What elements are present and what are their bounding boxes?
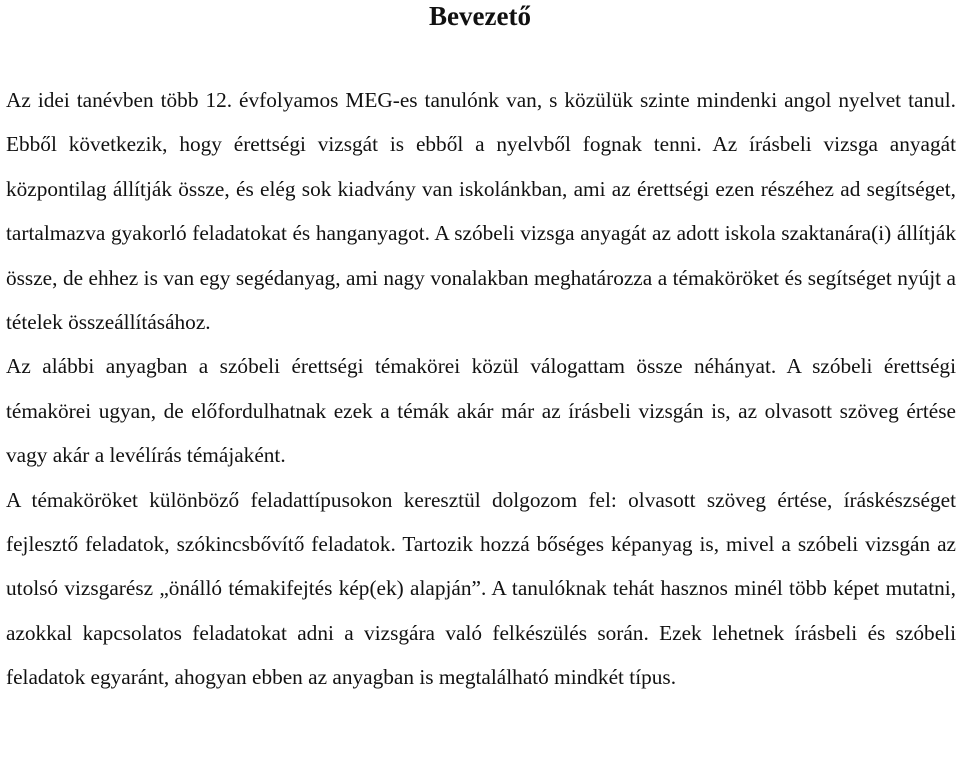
paragraph-3: A témaköröket különböző feladattípusokon keresztül dolgozom fel: olvasott szöveg értése, íráskészséget fejlesztő feladatok, szókincsbővítő feladatok. Tartozik hozzá bőséges képanyag is, mivel a szóbeli vizsgán az utolsó vizsgarész „önálló témakifejtés kép(ek) alapján”. A tanulóknak tehát hasznos minél több képet mutatni, azokkal kapcsolatos feladatokat adni a vizsgára való felkészülés során. Ezek lehetnek írásbeli és szóbeli feladatok egyaránt, ahogyan ebben az anyagban is megtalálható mindkét típus. — [6, 487, 956, 690]
paragraph-2: Az alábbi anyagban a szóbeli érettségi témakörei közül válogattam össze néhányat. A szóbeli érettségi témakörei ugyan, de előfordulhatnak ezek a témák akár már az írásbeli vizsgán is, az olvasott szöveg értése vagy akár a levélírás témájaként. — [6, 354, 956, 468]
document-body — [6, 78, 956, 700]
paragraph-1: Az idei tanévben több 12. évfolyamos MEG-es tanulónk van, s közülük szinte mindenki angol nyelvet tanul. Ebből következik, hogy érettségi vizsgát is ebből a nyelvből fognak tenni. Az írásbeli vizsga anyagát központilag állítják össze, és elég sok kiadvány van iskolánkban, ami az érettségi ezen részéhez ad segítséget, tartalmazva gyakorló feladatokat és hanganyagot. A szóbeli vizsga anyagát az adott iskola szaktanára(i) állítják össze, de ehhez is van egy segédanyag, ami nagy vonalakban meghatározza a témaköröket és segítséget nyújt a tételek összeállításához. — [6, 88, 956, 335]
page-title: Bevezető — [429, 1, 531, 31]
